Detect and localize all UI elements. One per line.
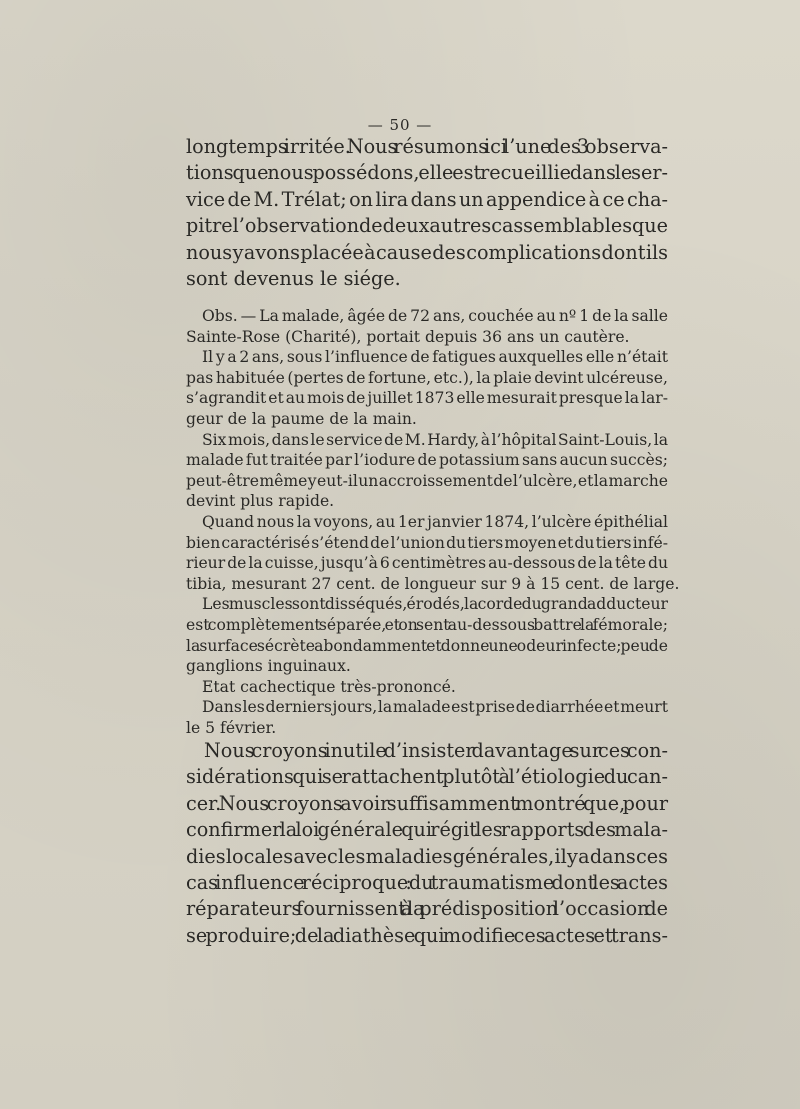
text-line: Nous croyons inutile d’insister davantage sur ces con-	[204, 739, 668, 762]
text-line: Dans les derniers jours, la malade est prise de diarrhée et meurt	[202, 698, 668, 717]
text-line: longtemps irritée. Nous résumons ici l’une des 3 observa-	[186, 135, 668, 158]
text-line: réparateurs fournissent à la prédisposition l’occasion de	[186, 897, 668, 921]
text-line: cas influence réciproque : du traumatisme dont les actes	[186, 871, 668, 895]
text-line: se produire; de la diathèse qui modifie ces actes et trans-	[186, 923, 668, 947]
text-line: cer. Nous croyons avoir suffisamment montré que, pour	[186, 791, 668, 815]
text-line: pitre l’observation de deux autres cas semblables que	[186, 214, 668, 238]
text-line: rieur de la cuisse, jusqu’à 6 centimètres au-dessous de la tête du	[186, 554, 668, 573]
text-line: Les muscles sont disséqués, érodés, la corde du grand adducteur	[202, 595, 668, 614]
text-line: dies locales avec les maladies générales, il y a dans ces	[186, 844, 668, 868]
text-line: Obs. — La malade, âgée de 72 ans, couchée au nº 1 de la salle	[202, 307, 668, 325]
text-line: malade fut traitée par l’iodure de potassium sans aucun succès;	[186, 451, 668, 470]
text-line: devint plus rapide.	[186, 492, 335, 511]
text-line: vice de M. Trélat; on lira dans un appendice à ce cha-	[186, 187, 668, 211]
text-line: confirmer la loi générale qui régit les rapports des mala-	[186, 818, 668, 842]
text-line: la surface sécrète abondamment et donne une odeur infecte; peu de	[186, 636, 668, 655]
text-line: nous y avons placée à cause des complications dont ils	[186, 240, 668, 264]
intro-paragraph	[186, 134, 668, 292]
page-number: — 50 —	[367, 116, 433, 134]
observation-paragraph	[186, 306, 680, 738]
text-line: peut-être même y eut-il un accroissement de l’ulcère, et la marche	[186, 471, 668, 490]
text-line: Etat cachectique très-prononcé.	[202, 677, 456, 696]
text-line: pas habituée (pertes de fortune, etc.), la plaie devint ulcéreuse,	[186, 368, 668, 387]
text-line: Sainte-Rose (Charité), portait depuis 36 ans un cautère.	[186, 327, 630, 346]
text-line: ganglions inguinaux.	[186, 657, 351, 676]
text-line: geur de la paume de la main.	[186, 409, 417, 428]
text-line: tibia, mesurant 27 cent. de longueur sur 9 à 15 cent. de large.	[186, 574, 680, 593]
text-line: Quand nous la voyons, au 1er janvier 1874, l’ulcère épithélial	[202, 512, 668, 531]
text-line: Six mois, dans le service de M. Hardy, à l’hôpital Saint-Louis, la	[202, 430, 668, 449]
conclusion-paragraph	[186, 738, 668, 949]
text-line: sidérations qui se rattachent plutôt à l’étiologie du can-	[186, 765, 668, 789]
text-line: est complètement séparée, et on sent au-dessous battre la fémorale;	[186, 615, 668, 634]
text-line: Il y a 2 ans, sous l’influence de fatigues auxquelles elle n’était	[202, 348, 668, 367]
text-line: sont devenus le siége.	[186, 267, 401, 291]
text-line: tions que nous possédons, elle est recueillie dans le ser-	[186, 161, 668, 185]
text-line: s’agrandit et au mois de juillet 1873 elle mesurait presque la lar-	[186, 389, 668, 408]
text-line: bien caractérisé s’étend de l’union du tiers moyen et du tiers infé-	[186, 533, 668, 552]
text-line: le 5 février.	[186, 718, 277, 737]
